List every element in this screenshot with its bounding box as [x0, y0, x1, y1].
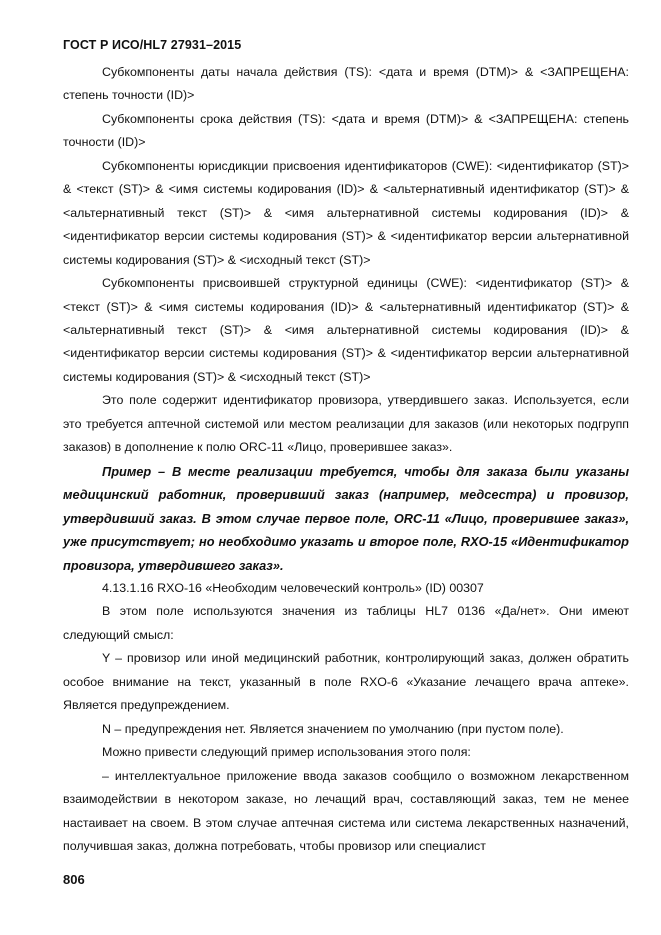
section-heading-rxo16: 4.13.1.16 RXO-16 «Необходим человеческий контроль» (ID) 00307 [102, 580, 484, 595]
paragraph-example: Пример – В месте реализации требуется, чтобы для заказа были указаны медицинский работник, проверивший заказ (например, медсестра) и провизор, утвердивший заказ. В этом случае первое поле, ORC-11 «Лицо, проверившее заказ», уже присутствует; но необходимо указать и второе поле, RXO-15 «Идентификатор провизора, утвердившего заказ». [63, 463, 629, 573]
paragraph-department-subcomponents: Субкомпоненты присвоившей структурной единицы (CWE): <идентификатор (ST)> & <текст (ST)> & <имя системы кодирования (ID)> & <альтернативный идентификатор (ST)> & <альтернативный текст (ST)> & <имя альтернативной системы кодирования (ID)> & <идентификатор версии системы кодирования (ST)> & <идентификатор версии альтернативной системы кодирования (ST)> & <исходный текст (ST)> [63, 276, 629, 384]
paragraph-expiry-subcomponents: Субкомпоненты срока действия (TS): <дата и время (DTM)> & <ЗАПРЕЩЕНА: степень точности (ID)> [63, 111, 629, 150]
paragraph-jurisdiction-subcomponents: Субкомпоненты юрисдикции присвоения идентификаторов (CWE): <идентификатор (ST)> & <текст (ST)> & <имя системы кодирования (ID)> & <альтернативный идентификатор (ST)> & <альтернативный текст (ST)> & <имя альтернативной системы кодирования (ID)> & <идентификатор версии системы кодирования (ST)> & <идентификатор версии альтернативной системы кодирования (ST)> & <исходный текст (ST)> [63, 158, 629, 267]
page-number: 806 [63, 872, 85, 887]
paragraph-example-case: – интеллектуальное приложение ввода заказов сообщило о возможном лекарственном взаимодействии в некотором заказе, но лечащий врач, составляющий заказ, тем не менее настаивает на своем. В этом случае аптечная система или система лекарственных назначений, получившая заказ, должна потребовать, чтобы провизор или специалист [63, 768, 629, 853]
document-header: ГОСТ Р ИСО/HL7 27931–2015 [63, 38, 242, 52]
paragraph-table-reference: В этом поле используются значения из таблицы HL7 0136 «Да/нет». Они имеют следующий смысл: [63, 604, 629, 642]
paragraph-field-description: Это поле содержит идентификатор провизора, утвердившего заказ. Используется, если это требуется аптечной системой или местом реализации для заказов (или некоторых подгрупп заказов) в дополнение к полю ORC-11 «Лицо, проверившее заказ». [63, 393, 629, 455]
paragraph-value-n: N – предупреждения нет. Является значением по умолчанию (при пустом поле). [102, 721, 564, 736]
paragraph-start-date-subcomponents: Субкомпоненты даты начала действия (TS): <дата и время (DTM)> & <ЗАПРЕЩЕНА: степень точности (ID)> [63, 65, 629, 103]
paragraph-value-y: Y – провизор или иной медицинский работник, контролирующий заказ, должен обратить особое внимание на текст, указанный в поле RXO-6 «Указание лечащего врача аптеке». Является предупреждением. [63, 651, 629, 713]
paragraph-example-intro: Можно привести следующий пример использования этого поля: [102, 745, 471, 760]
page-body [63, 61, 629, 858]
